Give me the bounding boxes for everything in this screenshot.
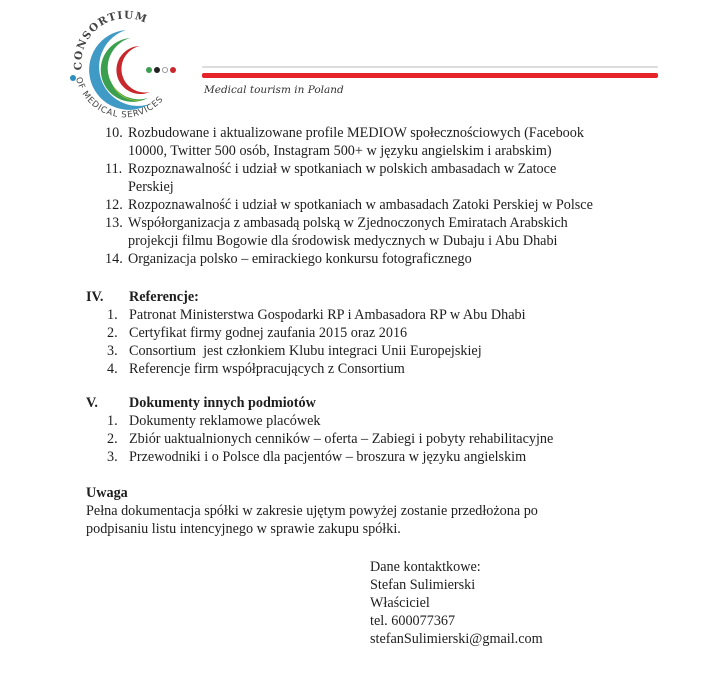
list-item-text: Rozpoznawalność i udział w spotkaniach w ambasadach Zatoki Perskiej w Polsce [128, 197, 593, 213]
consortium-logo [64, 8, 188, 126]
list-item-number: 4. [107, 361, 118, 377]
contact-email[interactable]: stefanSulimierski@gmail.com [370, 631, 543, 647]
list-item-number: 3. [107, 343, 118, 359]
list-item-number: 1. [107, 307, 118, 323]
list-item-number: 2. [107, 325, 118, 341]
list-item-text: Współorganizacja z ambasadą polską w Zjednoczonych Emiratach Arabskich [128, 215, 568, 231]
note-text-line: Pełna dokumentacja spółki w zakresie ujętym powyżej zostanie przedłożona po [86, 503, 538, 519]
contact-phone: tel. 600077367 [370, 613, 456, 629]
list-item-text: Consortium jest członkiem Klubu integraci Unii Europejskiej [129, 343, 482, 359]
list-item-number: 11. [105, 161, 123, 177]
list-item-number: 10. [105, 125, 123, 141]
logo-top-text: CONSORTIUM [72, 9, 150, 71]
section-title: Dokumenty innych podmiotów [129, 395, 316, 411]
list-item-number: 14. [105, 251, 123, 267]
list-item-number: 1. [107, 413, 118, 429]
note-text-line: podpisaniu listu intencyjnego w sprawie zakupu spółki. [86, 521, 401, 537]
section-numeral: V. [86, 395, 98, 411]
contact-name: Stefan Sulimierski [370, 577, 476, 593]
list-item-text: Przewodniki i o Polsce dla pacjentów – broszura w języku angielskim [129, 449, 527, 465]
list-item-text: 10000, Twitter 500 osób, Instagram 500+ w języku angielskim i arabskim) [128, 143, 552, 159]
contact-role: Właściciel [370, 595, 430, 611]
list-item-number: 2. [107, 431, 118, 447]
header-tagline: Medical tourism in Poland [204, 84, 344, 96]
header-line-gray [202, 66, 658, 68]
list-item-text: Certyfikat firmy godnej zaufania 2015 oraz 2016 [129, 325, 408, 341]
header-divider [202, 66, 658, 78]
contact-label: Dane kontaktkowe: [370, 559, 481, 575]
list-item-number: 13. [105, 215, 123, 231]
note-title: Uwaga [86, 485, 128, 501]
list-item-text: Rozpoznawalność i udział w spotkaniach w polskich ambasadach w Zatoce [128, 161, 557, 177]
section-title: Referencje: [129, 289, 199, 305]
list-item-text: Organizacja polsko – emirackiego konkursu fotograficznego [128, 251, 472, 267]
list-item-text: Zbiór uaktualnionych cenników – oferta – Zabiegi i pobyty rehabilitacyjne [129, 431, 554, 447]
list-item-text: projekcji filmu Bogowie dla środowisk medycznych w Dubaju i Abu Dhabi [128, 233, 558, 249]
list-item-text: Referencje firm współpracujących z Consortium [129, 361, 405, 377]
logo-emblem-icon [64, 8, 188, 126]
list-item-text: Rozbudowane i aktualizowane profile MEDIOW społecznościowych (Facebook [128, 125, 584, 141]
header-line-red [202, 73, 658, 78]
section-numeral: IV. [86, 289, 104, 305]
logo-bottom-text: OF MEDICAL SERVICES [72, 76, 166, 121]
list-item-text: Perskiej [128, 179, 174, 195]
list-item-text: Patronat Ministerstwa Gospodarki RP i Ambasadora RP w Abu Dhabi [129, 307, 526, 323]
list-item-number: 12. [105, 197, 123, 213]
list-item-text: Dokumenty reklamowe placówek [129, 413, 321, 429]
list-item-number: 3. [107, 449, 118, 465]
